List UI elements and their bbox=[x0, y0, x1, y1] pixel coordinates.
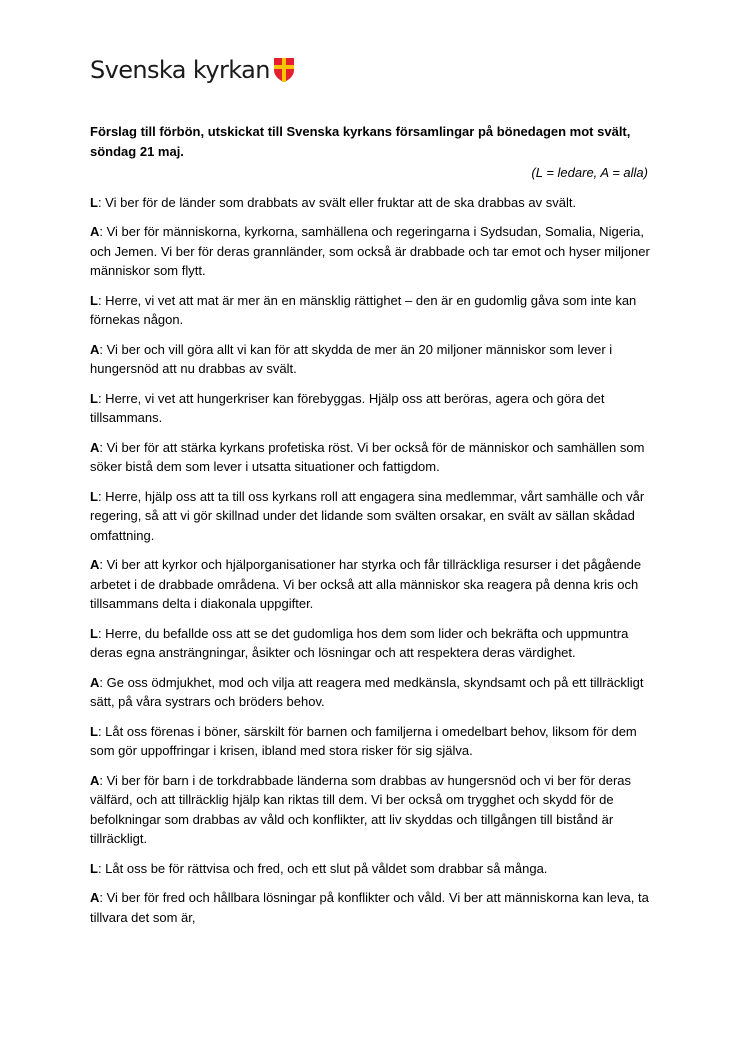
prayer-text: : Låt oss be för rättvisa och fred, och ett slut på våldet som drabbar så många. bbox=[97, 860, 548, 876]
church-shield-cross-icon bbox=[273, 57, 295, 83]
prayer-paragraph bbox=[90, 555, 660, 614]
speaker-role: A bbox=[90, 890, 100, 905]
speaker-role: A bbox=[90, 557, 100, 572]
prayer-paragraph bbox=[90, 193, 660, 213]
prayer-text: : Vi ber att kyrkor och hjälporganisationer har styrka och får tillräckliga resurser i det pågående arbetet i de drabbade områdena. Vi ber också att alla människor ska reagera på denna kris och tillsammans delta i diakonala uppgifter. bbox=[90, 557, 642, 611]
speaker-role: A bbox=[90, 341, 100, 357]
prayer-paragraph bbox=[90, 673, 660, 712]
prayer-paragraph bbox=[90, 340, 660, 379]
speaker-role: L bbox=[90, 723, 98, 739]
prayer-text: : Herre, vi vet att hungerkriser kan förebyggas. Hjälp oss att beröras, agera och göra det tillsammans. bbox=[90, 390, 605, 425]
prayer-paragraph bbox=[90, 624, 660, 663]
prayer-text: : Vi ber för de länder som drabbats av svält eller fruktar att de ska drabbas av svält. bbox=[97, 194, 577, 210]
prayer-text: : Vi ber och vill göra allt vi kan för att skydda de mer än 20 miljoner människor som lever i hungersnöd att nu drabbas av svält. bbox=[90, 341, 613, 376]
prayer-paragraph bbox=[90, 888, 660, 927]
logo-text: Svenska kyrkan bbox=[90, 56, 270, 84]
prayer-paragraph bbox=[90, 722, 660, 761]
speaker-role: A bbox=[90, 439, 100, 455]
speaker-role: A bbox=[90, 224, 100, 239]
svenska-kyrkan-logo bbox=[90, 52, 295, 88]
speaker-role: L bbox=[90, 292, 98, 308]
prayer-text: : Låt oss förenas i böner, särskilt för barnen och familjerna i omedelbart behov, liksom för dem som gör uppoffringar i krisen, ibland med stora risker för sig själva. bbox=[90, 723, 637, 758]
role-legend: (L = ledare, A = alla) bbox=[531, 165, 648, 180]
prayer-paragraph bbox=[90, 291, 660, 330]
prayer-text: : Herre, vi vet att mat är mer än en mänsklig rättighet – den är en gudomlig gåva som inte kan förnekas någon. bbox=[90, 292, 637, 327]
prayer-paragraph bbox=[90, 859, 660, 879]
document-body bbox=[90, 122, 660, 937]
speaker-role: L bbox=[90, 390, 98, 406]
prayer-paragraph bbox=[90, 487, 660, 546]
prayer-paragraph bbox=[90, 438, 660, 477]
prayer-text: : Vi ber för att stärka kyrkans profetiska röst. Vi ber också för de människor och samhällen som söker bistå dem som lever i utsatta situationer och fattigdom. bbox=[90, 439, 645, 474]
speaker-role: A bbox=[90, 674, 100, 690]
prayer-text: : Vi ber för barn i de torkdrabbade länderna som drabbas av hungersnöd och vi ber för deras välfärd, och att tillräcklig hjälp kan riktas till dem. Vi ber också om trygghet och skydd för de befolkningar som drabbas av våld och konflikter, att liv skyddas och tillgången till bistånd är tillräckligt. bbox=[90, 772, 632, 846]
prayer-paragraph bbox=[90, 222, 660, 281]
speaker-role: L bbox=[90, 488, 98, 504]
prayer-text: : Herre, hjälp oss att ta till oss kyrkans roll att engagera sina medlemmar, vårt samhälle och vår regering, så att vi gör skillnad under det lidande som svälten orsakar, en svält av sällan skådad omfattning. bbox=[90, 488, 645, 543]
speaker-role: L bbox=[90, 625, 98, 641]
prayer-paragraph bbox=[90, 771, 660, 849]
document-title: Förslag till förbön, utskickat till Svenska kyrkans församlingar på bönedagen mot svält, söndag 21 maj. bbox=[90, 124, 631, 159]
speaker-role: L bbox=[90, 860, 98, 876]
prayer-text: : Vi ber för fred och hållbara lösningar på konflikter och våld. Vi ber att människorna kan leva, ta tillvara det som är, bbox=[90, 890, 649, 925]
speaker-role: A bbox=[90, 772, 100, 788]
speaker-role: L bbox=[90, 194, 98, 210]
prayer-paragraph bbox=[90, 389, 660, 428]
prayer-text: : Ge oss ödmjukhet, mod och vilja att reagera med medkänsla, skyndsamt och på ett tillräckligt sätt, på våra systrars och bröders behov. bbox=[90, 674, 644, 709]
prayer-text: : Herre, du befallde oss att se det gudomliga hos dem som lider och bekräfta och uppmuntra deras egna ansträngningar, åsikter och lösningar och att respektera deras värdighet. bbox=[90, 625, 629, 660]
prayer-text: : Vi ber för människorna, kyrkorna, samhällena och regeringarna i Sydsudan, Somalia, Nigeria, och Jemen. Vi ber för deras grannländer, som också är drabbade och tar emot och hyser miljoner människor som flytt. bbox=[90, 224, 650, 278]
prayer-paragraphs bbox=[90, 193, 660, 928]
